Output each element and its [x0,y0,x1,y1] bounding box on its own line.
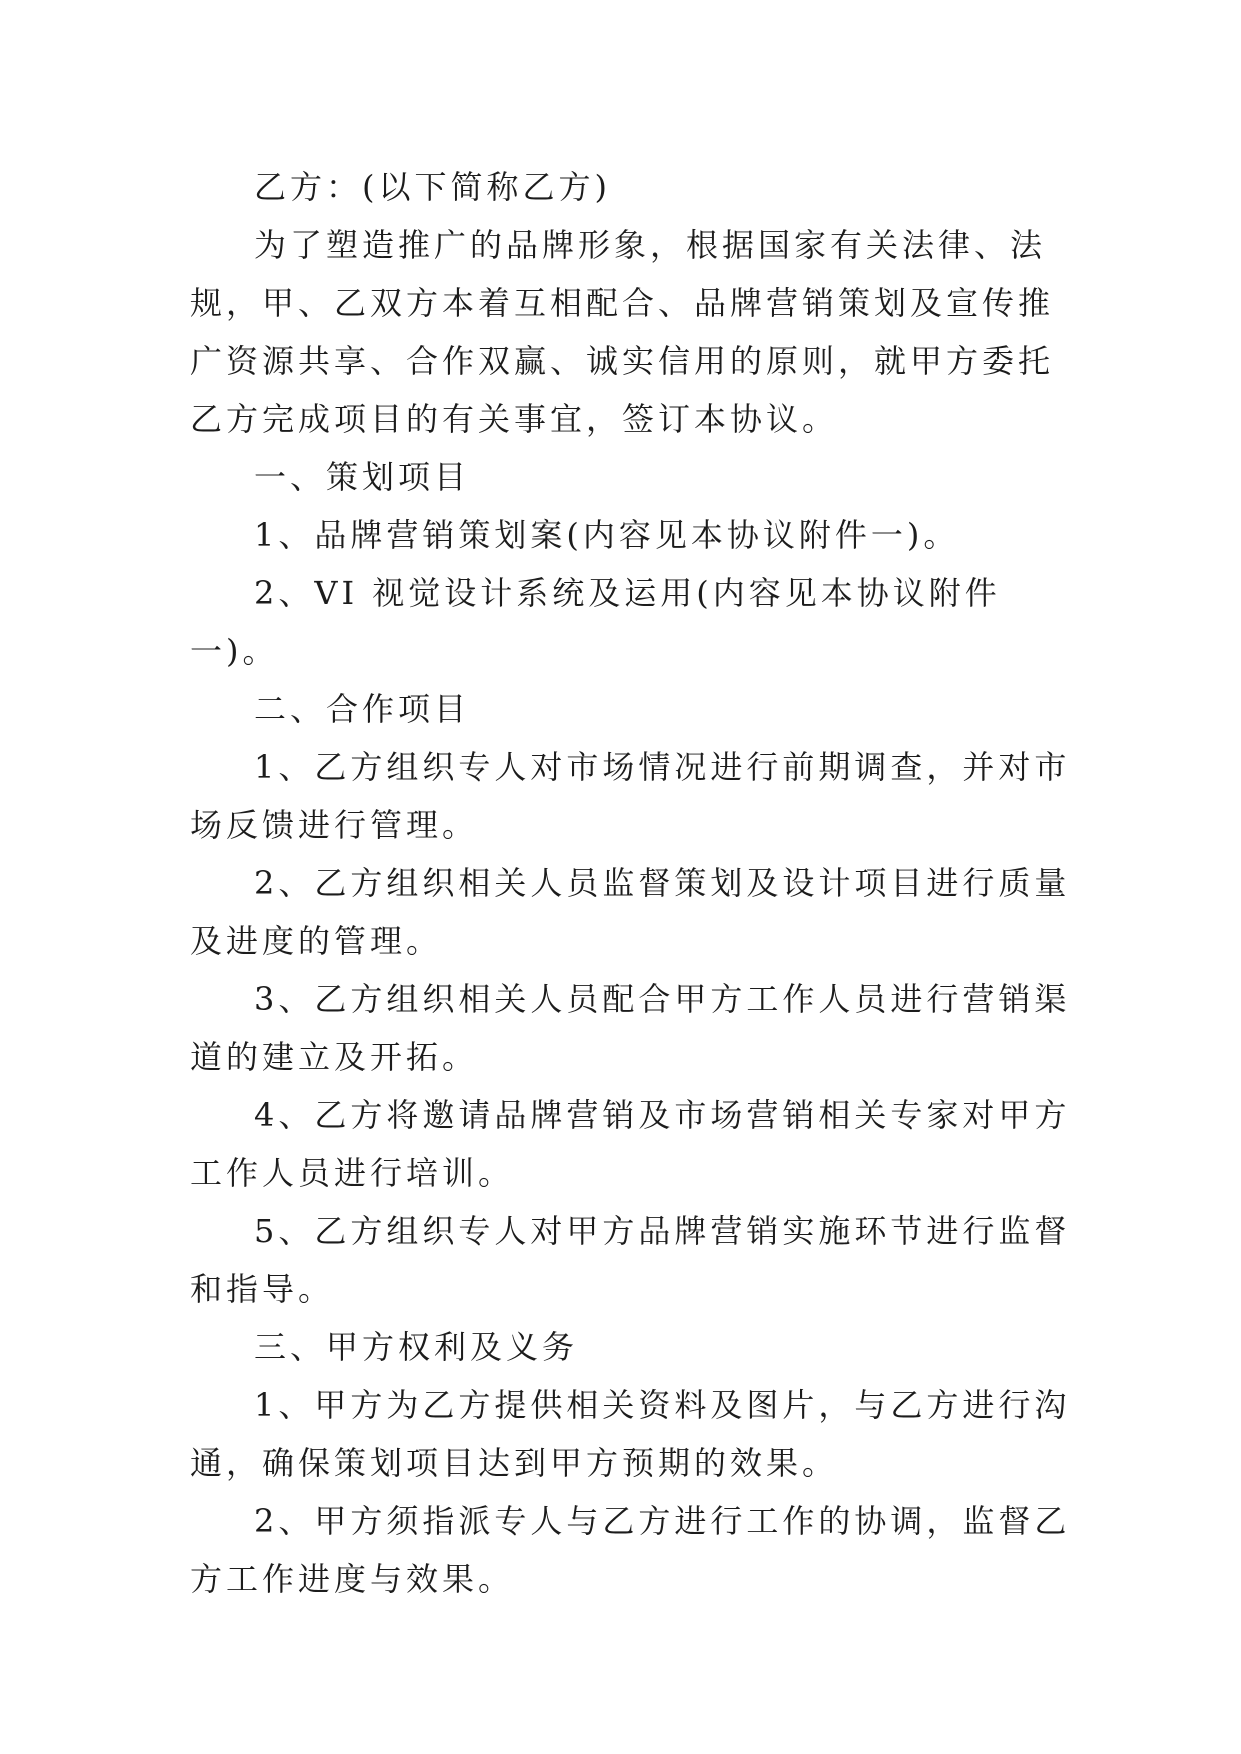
section-heading-cooperation: 二、合作项目 [254,690,471,728]
preamble-paragraph: 为了塑造推广的品牌形象，根据国家有关法律、法规，甲、乙双方本着互相配合、品牌营销策划及宣传推广资源共享、合作双赢、诚实信用的原则，就甲方委托乙方完成项目的有关事宜，签订本协议。 [190,226,1055,438]
party-a-item-2: 2、甲方须指派专人与乙方进行工作的协调，监督乙方工作进度与效果。 [190,1502,1071,1598]
cooperation-item-2: 2、乙方组织相关人员监督策划及设计项目进行质量及进度的管理。 [190,864,1071,960]
party-a-item-1: 1、甲方为乙方提供相关资料及图片，与乙方进行沟通，确保策划项目达到甲方预期的效果。 [190,1386,1071,1482]
cooperation-item-4: 4、乙方将邀请品牌营销及市场营销相关专家对甲方工作人员进行培训。 [190,1096,1071,1192]
planning-item-1: 1、品牌营销策划案(内容见本协议附件一)。 [254,516,960,554]
planning-item-2: 2、VI 视觉设计系统及运用(内容见本协议附件一)。 [190,574,1001,670]
document-body [190,158,1080,1608]
party-b-line: 乙方：(以下简称乙方) [254,168,611,206]
cooperation-item-3: 3、乙方组织相关人员配合甲方工作人员进行营销渠道的建立及开拓。 [190,980,1071,1076]
section-heading-planning: 一、策划项目 [254,458,471,496]
cooperation-item-5: 5、乙方组织专人对甲方品牌营销实施环节进行监督和指导。 [190,1212,1071,1308]
cooperation-item-1: 1、乙方组织专人对市场情况进行前期调查，并对市场反馈进行管理。 [190,748,1071,844]
section-heading-party-a: 三、甲方权利及义务 [254,1328,579,1366]
